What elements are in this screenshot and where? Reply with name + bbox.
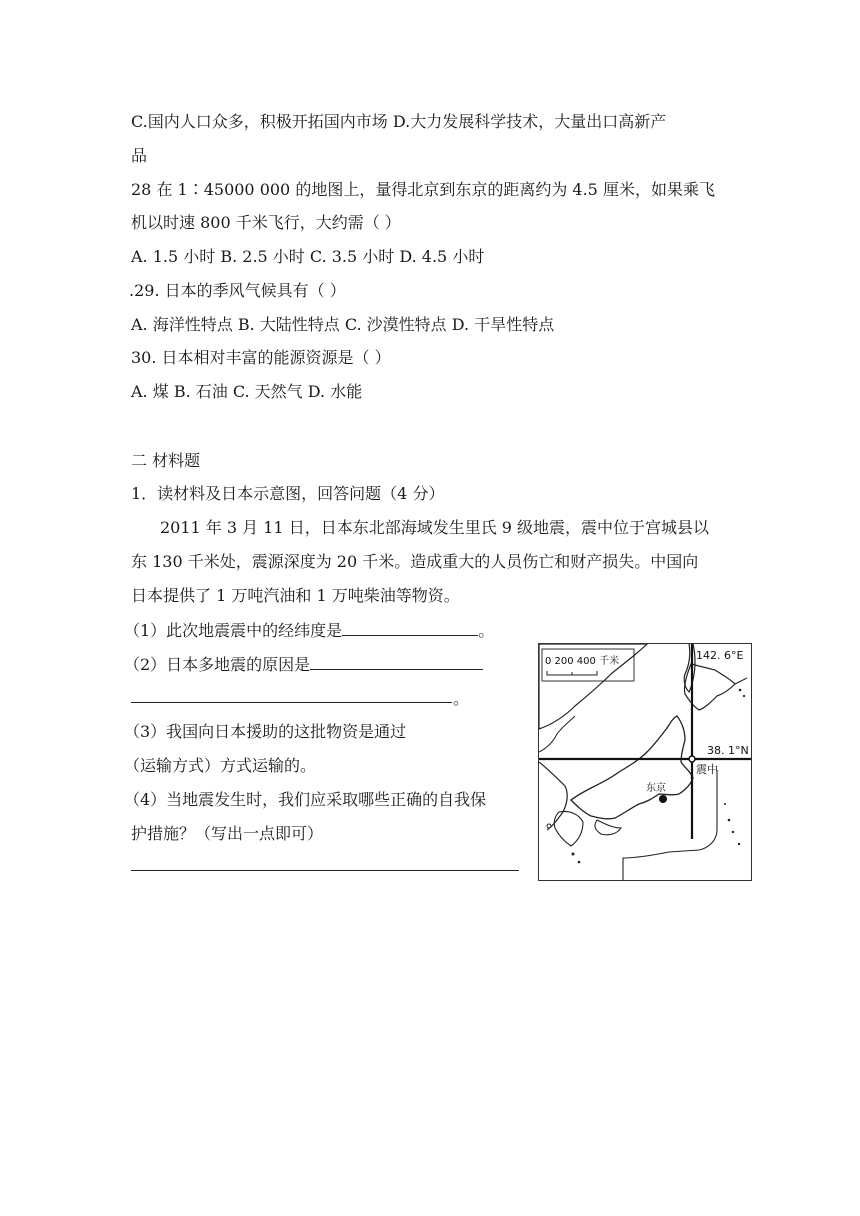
japan-map-drawing [539,644,751,880]
q28-options: A. 1.5 小时 B. 2.5 小时 C. 3.5 小时 D. 4.5 小时 [131,247,485,266]
korea-peninsula [539,762,567,830]
honshu-island [571,716,693,819]
sub-question-1-end: 。 [478,621,495,640]
sub-question-2-end: 。 [453,689,470,708]
passage-line-2: 东 130 千米处，震源深度为 20 千米。造成重大的人员伤亡和财产损失。中国向 [131,552,699,571]
q28-stem-line2: 机以时速 800 千米飞行，大约需（ ） [131,213,401,232]
sub-question-3-line2: （运输方式）方式运输的。 [124,756,317,775]
sub-question-2-text: （2）日本多地震的原因是 [124,655,311,674]
shikoku-island [595,820,621,835]
sub-question-2 [124,653,483,676]
q29-stem: .29. 日本的季风气候具有（ ） [129,281,346,300]
answer-blank-2b[interactable] [131,702,452,703]
answer-blank-4[interactable] [131,870,519,871]
sub-question-4-line1: （4）当地震发生时，我们应采取哪些正确的自我保 [124,790,487,809]
q30-stem: 30. 日本相对丰富的能源资源是（ ） [131,348,391,367]
q30-options: A. 煤 B. 石油 C. 天然气 D. 水能 [131,382,363,401]
epicenter-label: 震中 [696,763,718,776]
sea-boundary-line [623,770,717,880]
q28-stem-line1: 28 在 1∶45000 000 的地图上，量得北京到东京的距离约为 4.5 厘米，如果乘飞 [131,180,715,199]
answer-blank-2a[interactable] [310,653,483,670]
q29-options: A. 海洋性特点 B. 大陆性特点 C. 沙漠性特点 D. 干旱性特点 [131,315,555,334]
korea-coast-upper [539,716,575,752]
epicenter-marker [689,756,695,762]
longitude-label: 142. 6°E [696,649,744,662]
sub-question-1-text: （1）此次地震震中的经纬度是 [124,621,343,640]
kuril-chain [735,678,747,684]
passage-line-1: 2011 年 3 月 11 日，日本东北部海域发生里氏 9 级地震，震中位于宫城县以 [160,518,710,537]
material-question-title: 1．读材料及日本示意图，回答问题（4 分） [131,484,445,503]
q27-option-line2: 品 [131,146,148,165]
passage-line-3: 日本提供了 1 万吨汽油和 1 万吨柴油等物资。 [131,586,460,605]
kyushu-island [554,811,583,846]
sub-question-3-line1: （3）我国向日本援助的这批物资是通过 [124,722,407,741]
sub-question-1 [124,619,494,642]
japan-map [538,643,752,881]
sub-question-4-line2: 护措施？（写出一点即可） [131,824,324,843]
answer-blank-1[interactable] [342,619,478,636]
scale-label: 0 200 400 千米 [545,656,620,667]
tokyo-marker [659,795,667,803]
latitude-label: 38. 1°N [707,744,749,757]
section-heading: 二 材料题 [131,451,201,470]
q27-option-line1: C.国内人口众多，积极开拓国内市场 D.大力发展科学技术，大量出口高新产 [131,112,667,131]
tokyo-label: 东京 [646,783,666,794]
